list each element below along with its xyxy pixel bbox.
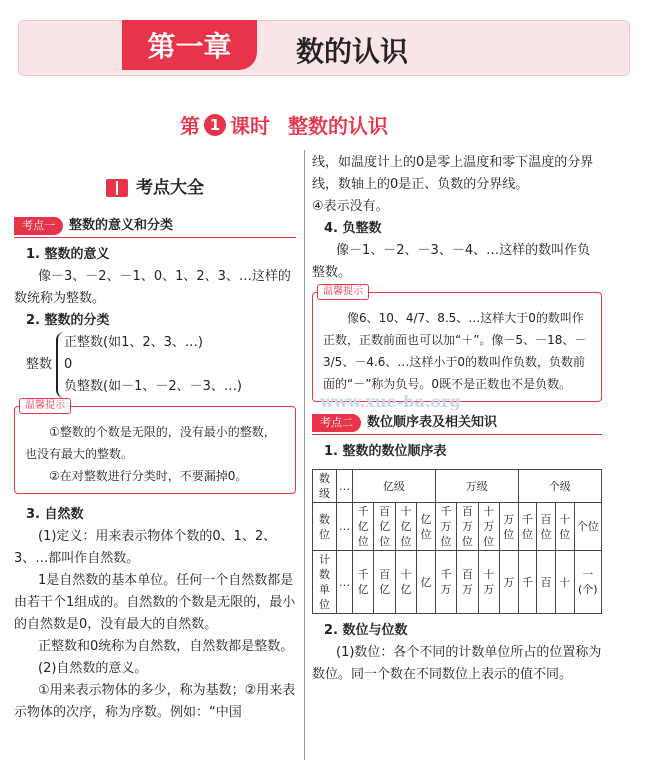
table-cell: 十位 [555, 503, 574, 551]
place-value-table [312, 469, 602, 614]
kd1-tag: 考点一 [14, 217, 63, 235]
table-cell: … [337, 470, 353, 503]
tip-label: 温馨提示 [317, 284, 369, 300]
table-cell: 千万 [435, 551, 456, 614]
paragraph: ④表示没有。 [312, 199, 389, 214]
table-cell: … [337, 551, 353, 614]
paragraph: (1)定义：用来表示物体个数的0、1、2、3、…都叫作自然数。 [14, 529, 277, 566]
column-divider [304, 150, 305, 760]
section-heading [14, 175, 296, 201]
table-cell: 千位 [518, 503, 537, 551]
table-cell: 十 [555, 551, 574, 614]
paragraph: ①用来表示物体的多少，称为基数；②用来表示物体的次序，称为序数。例如：“中国 [14, 683, 296, 720]
kd2-heading [312, 412, 602, 435]
tip-text: ①整数的个数是无限的，没有最小的整数，也没有最大的整数。 [25, 425, 276, 461]
table-cell: 亿 [417, 551, 436, 614]
tip-box [312, 286, 602, 402]
paragraph-1: 像－3、－2、－1、0、1、2、3、…这样的数统称为整数。 [14, 269, 291, 306]
kd1-title: 整数的意义和分类 [69, 218, 174, 233]
table-cell: 数位 [313, 503, 337, 551]
tip-label: 温馨提示 [19, 398, 71, 414]
table-cell: 十万 [478, 551, 499, 614]
kd1-heading [14, 215, 296, 238]
brace-options [56, 332, 242, 398]
chapter-label: 第一章 [122, 20, 257, 70]
table-row [313, 551, 602, 614]
table-cell: … [337, 503, 353, 551]
kd2-title: 数位顺序表及相关知识 [367, 415, 498, 430]
paragraph: (1)数位：各个不同的计数单位所占的位置称为数位。同一个数在不同数位上表示的值不同。 [312, 645, 602, 682]
lesson-title [180, 110, 388, 139]
right-column [312, 152, 602, 686]
table-cell: 千 [518, 551, 537, 614]
table-cell: 百位 [537, 503, 556, 551]
heading-6: 2. 数位与位数 [324, 623, 408, 638]
kd2-tag: 考点二 [312, 414, 361, 432]
brace-item: 0 [64, 357, 73, 372]
table-cell: 亿位 [417, 503, 436, 551]
table-cell: 千亿 [353, 551, 374, 614]
table-row [313, 503, 602, 551]
classification-brace [14, 332, 296, 398]
table-cell: 百万 [457, 551, 478, 614]
paragraph: 1是自然数的基本单位。任何一个自然数都是由若干个1组成的。自然数的个数是无限的，最小的自然数是0，没有最大的自然数。 [14, 573, 296, 632]
table-cell: 万 [499, 551, 518, 614]
tip-text: ②在对整数进行分类时，不要漏掉0。 [49, 469, 248, 483]
table-cell: 百 [537, 551, 556, 614]
paragraph: 线，如温度计上的0是零上温度和零下温度的分界线，数轴上的0是正、负数的分界线。 [312, 155, 594, 192]
paragraph: 像－1、－2、－3、－4、…这样的数叫作负整数。 [312, 243, 591, 280]
paragraph: (2)自然数的意义。 [38, 661, 148, 676]
heading-4: 4. 负整数 [324, 221, 382, 236]
table-cell: 千万位 [435, 503, 456, 551]
table-cell: 十亿位 [395, 503, 416, 551]
brace-item: 正整数(如1、2、3、…) [64, 335, 203, 350]
table-cell: 亿级 [353, 470, 436, 503]
table-cell: 万级 [435, 470, 518, 503]
heading-1: 1. 整数的意义 [26, 247, 110, 262]
table-cell: 千亿位 [353, 503, 374, 551]
table-cell: 十万位 [478, 503, 499, 551]
lesson-name: 整数的认识 [288, 114, 388, 138]
table-cell: 数级 [313, 470, 337, 503]
tip-box [14, 400, 296, 494]
chapter-title: 数的认识 [296, 35, 409, 68]
left-column [14, 175, 296, 724]
brace-item: 负整数(如－1、－2、－3、…) [64, 379, 242, 394]
table-cell: 百亿位 [374, 503, 395, 551]
watermark: www.xue-ba.org [320, 392, 461, 411]
table-cell: 一(个) [574, 551, 601, 614]
heading-3: 3. 自然数 [26, 507, 84, 522]
heading-2: 2. 整数的分类 [26, 313, 110, 328]
table-cell: 个级 [518, 470, 601, 503]
table-cell: 万位 [499, 503, 518, 551]
table-cell: 百亿 [374, 551, 395, 614]
table-cell: 百万位 [457, 503, 478, 551]
lesson-prefix: 第 [180, 114, 200, 138]
lesson-number: 1 [204, 114, 226, 136]
paragraph: 正整数和0统称为自然数，自然数都是整数。 [38, 639, 294, 654]
table-cell: 十亿 [395, 551, 416, 614]
lesson-suffix: 课时 [230, 114, 270, 138]
table-row [313, 470, 602, 503]
table-cell: 计数单位 [313, 551, 337, 614]
tip-text: 像6、10、4/7、8.5、…这样大于0的数叫作正数，正数前面也可以加“＋”。像－5、－18、－3/5、－4.6、…这样小于0的数叫作负数，负数前面的“－”称为负号。0既不是正数也不是负数。 [323, 311, 587, 391]
section-title: 考点大全 [136, 178, 204, 198]
book-icon [106, 179, 128, 197]
brace-label: 整数 [26, 357, 53, 372]
table-cell: 个位 [574, 503, 601, 551]
heading-5: 1. 整数的数位顺序表 [324, 444, 447, 459]
